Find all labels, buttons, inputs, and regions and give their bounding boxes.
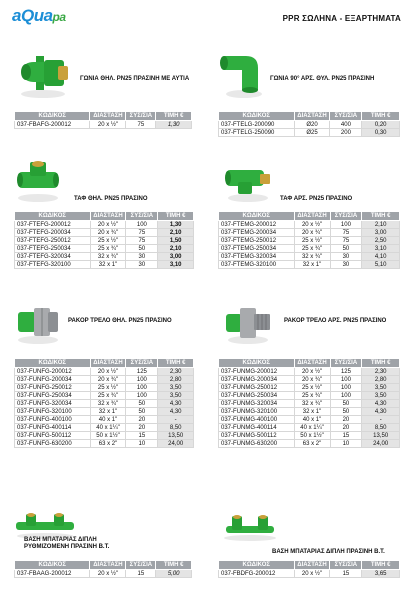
table-row: 037-FTEFG-250012 25 x ½" 75 1,50 [15, 237, 194, 245]
table-row: 037-FUNMG-500112 50 x 1½" 15 13,50 [219, 432, 400, 440]
price-table [218, 111, 400, 137]
table-row: 037-FUNMG-400114 40 x 1¼" 20 8,50 [219, 424, 400, 432]
table-row: 037-FUNFG-630200 63 x 2" 10 24,00 [15, 440, 194, 448]
green-elbow-90-icon [218, 48, 268, 100]
table-row: 037-FTEFG-320100 32 x 1" 30 3,10 [15, 261, 194, 269]
table-row: 037-FBAAG-200012 20 x ½" 15 5,00 [15, 570, 192, 578]
table-header-row: ΚΩΔΙΚΟΣ ΔΙΑΣΤΑΣΗ ΣΥΣ/ΣΙΑ ΤΙΜΗ € [15, 561, 192, 570]
double-wall-plate-adjustable-icon [14, 508, 76, 540]
table-row: 037-FBDFG-200012 20 x ½" 15 3,65 [219, 570, 400, 578]
table-header-row: ΚΩΔΙΚΟΣ ΔΙΑΣΤΑΣΗ ΣΥΣ/ΣΙΑ ΤΙΜΗ € [219, 112, 400, 121]
table-row: 037-FTEMG-200034 20 x ¾" 75 3,00 [219, 229, 400, 237]
table-row: 037-FUNMG-630200 63 x 2" 10 24,00 [219, 440, 400, 448]
table-row: 037-FTEMG-250012 25 x ½" 75 2,50 [219, 237, 400, 245]
product-title: ΒΑΣΗ ΜΠΑΤΑΡΙΑΣ ΔΙΠΛΗ ΡΥΘΜΙΖΟΜΕΝΗ ΠΡΑΣΙΝΗ Β.Τ. [24, 537, 110, 550]
table-row: 037-FUNFG-500112 50 x 1½" 15 13,50 [15, 432, 194, 440]
page-header [0, 0, 415, 30]
table-row: 037-FUNFG-200012 20 x ½" 125 2,30 [15, 368, 194, 376]
green-elbow-with-ears-icon [14, 52, 72, 100]
product-title: ΤΑΦ ΘΗΛ. PN25 ΠΡΑΣΙΝΟ [74, 196, 148, 202]
table-row: 037-FTEFG-250034 25 x ¾" 50 2,10 [15, 245, 194, 253]
table-header-row: ΚΩΔΙΚΟΣ ΔΙΑΣΤΑΣΗ ΣΥΣ/ΣΙΑ ΤΙΜΗ € [15, 212, 194, 221]
double-wall-plate-icon [222, 510, 278, 542]
table-row: 037-FUNFG-400100 40 x 1" 20 - [15, 416, 194, 424]
union-female-icon [14, 300, 62, 346]
table-row: 037-FTEFG-320034 32 x ¾" 30 3,00 [15, 253, 194, 261]
table-row: 037-FTEFG-200012 20 x ½" 100 1,30 [15, 221, 194, 229]
table-row: 037-FUNFG-250034 25 x ¾" 100 3,50 [15, 392, 194, 400]
aquapa-logo: aQuapa [12, 6, 66, 25]
table-row: 037-FTEMG-320100 32 x 1" 30 5,10 [219, 261, 400, 269]
price-table [14, 111, 192, 129]
table-row: 037-FTELG-200090 Ø20 400 0,20 [219, 121, 400, 129]
table-row: 037-FTEFG-200034 20 x ¾" 75 2,10 [15, 229, 194, 237]
price-table [14, 358, 194, 448]
union-male-icon [222, 300, 274, 346]
price-table [218, 211, 400, 269]
table-row: 037-FTELG-250090 Ø25 200 0,30 [219, 129, 400, 137]
table-row: 037-FTEMG-320034 32 x ¾" 30 4,10 [219, 253, 400, 261]
price-table [218, 560, 400, 578]
table-row: 037-FUNMG-250034 25 x ¾" 100 3,50 [219, 392, 400, 400]
table-row: 037-FUNMG-320034 32 x ¾" 50 4,30 [219, 400, 400, 408]
product-title: ΒΑΣΗ ΜΠΑΤΑΡΙΑΣ ΔΙΠΛΗ ΠΡΑΣΙΝΗ Β.Τ. [272, 549, 385, 555]
table-row: 037-FBAFG-200012 20 x ½" 75 1,30 [15, 121, 192, 129]
table-row: 037-FTEMG-250034 25 x ¾" 50 3,10 [219, 245, 400, 253]
table-row: 037-FUNMG-250012 25 x ½" 100 3,50 [219, 384, 400, 392]
price-table [14, 560, 192, 578]
table-row: 037-FUNFG-200034 20 x ¾" 100 2,80 [15, 376, 194, 384]
green-tee-female-icon [14, 158, 62, 204]
table-row: 037-FUNFG-320034 32 x ¾" 50 4,30 [15, 400, 194, 408]
table-header-row: ΚΩΔΙΚΟΣ ΔΙΑΣΤΑΣΗ ΣΥΣ/ΣΙΑ ΤΙΜΗ € [219, 212, 400, 221]
table-row: 037-FUNFG-250012 25 x ½" 100 3,50 [15, 384, 194, 392]
table-header-row: ΚΩΔΙΚΟΣ ΔΙΑΣΤΑΣΗ ΣΥΣ/ΣΙΑ ΤΙΜΗ € [219, 359, 400, 368]
price-table [218, 358, 400, 448]
product-title: ΓΩΝΙΑ ΘΗΛ. PN25 ΠΡΑΣΙΝΗ ΜΕ ΑΥΤΙΑ [80, 76, 190, 82]
table-row: 037-FUNMG-320100 32 x 1" 50 4,30 [219, 408, 400, 416]
table-row: 037-FUNMG-200012 20 x ½" 125 2,30 [219, 368, 400, 376]
product-title: ΡΑΚΟΡ ΤΡΕΛΟ ΑΡΣ. PN25 ΠΡΑΣΙΝΟ [284, 318, 387, 324]
product-title: ΡΑΚΟΡ ΤΡΕΛΟ ΘΗΛ. PN25 ΠΡΑΣΙΝΟ [68, 318, 172, 324]
table-row: 037-FUNMG-200034 20 x ¾" 100 2,80 [219, 376, 400, 384]
table-row: 037-FUNMG-400100 40 x 1" 20 - [219, 416, 400, 424]
table-header-row: ΚΩΔΙΚΟΣ ΔΙΑΣΤΑΣΗ ΣΥΣ/ΣΙΑ ΤΙΜΗ € [219, 561, 400, 570]
page-title: PPR ΣΩΛΗΝΑ - ΕΞΑΡΤΗΜΑΤΑ [282, 14, 401, 23]
green-tee-male-icon [222, 158, 274, 204]
product-title: ΤΑΦ ΑΡΣ. PN25 ΠΡΑΣΙΝΟ [280, 196, 353, 202]
table-header-row: ΚΩΔΙΚΟΣ ΔΙΑΣΤΑΣΗ ΣΥΣ/ΣΙΑ ΤΙΜΗ € [15, 359, 194, 368]
product-title: ΓΩΝΙΑ 90° ΑΡΣ. ΘΥΛ. PN25 ΠΡΑΣΙΝΗ [270, 76, 375, 82]
table-header-row: ΚΩΔΙΚΟΣ ΔΙΑΣΤΑΣΗ ΣΥΣ/ΣΙΑ ΤΙΜΗ € [15, 112, 192, 121]
price-table [14, 211, 194, 269]
table-row: 037-FUNFG-320100 32 x 1" 50 4,30 [15, 408, 194, 416]
table-row: 037-FTEMG-200012 20 x ½" 100 2,10 [219, 221, 400, 229]
table-row: 037-FUNFG-400114 40 x 1¼" 20 8,50 [15, 424, 194, 432]
